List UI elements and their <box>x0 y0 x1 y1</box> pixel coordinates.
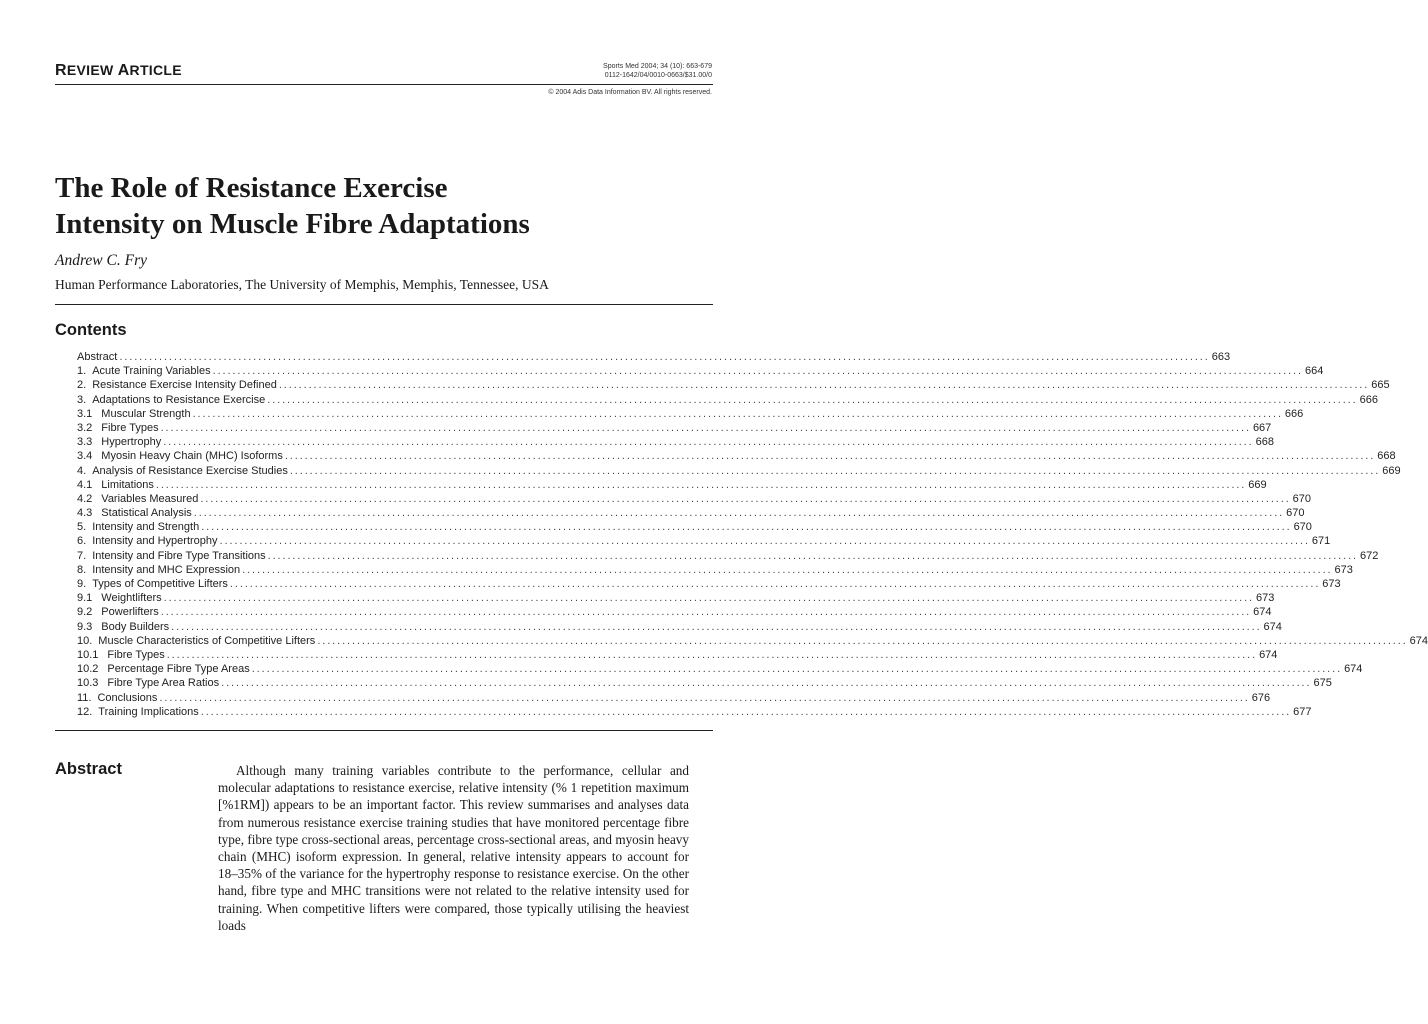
toc-entry-page: 674 <box>1253 606 1272 619</box>
toc-leader-dots: ............................................................................................................................................................................................................................ <box>267 393 1358 406</box>
toc-entry[interactable] <box>77 534 1331 548</box>
toc-leader-dots: ............................................................................................................................................................................................................................ <box>229 578 1321 590</box>
toc-entry-page: 667 <box>1252 421 1272 434</box>
toc-entry-page: 669 <box>1382 464 1401 477</box>
toc-entry-number: 9.1 <box>77 592 93 605</box>
toc-entry-label: Body Builders <box>101 620 170 633</box>
toc-entry-label: Powerlifters <box>101 606 159 619</box>
toc-entry-page: 666 <box>1359 393 1378 406</box>
toc-entry-number: 9. <box>77 578 87 590</box>
toc-entry-label: Types of Competitive Lifters <box>92 578 228 590</box>
toc-entry-number: 11. <box>77 691 92 704</box>
toc-leader-dots: ............................................................................................................................................................................................................................ <box>289 464 1381 477</box>
toc-entry-page: 673 <box>1334 563 1353 576</box>
toc-entry-number: 4.2 <box>77 492 93 505</box>
toc-entry-label: Hypertrophy <box>101 436 162 449</box>
toc-leader-dots: ............................................................................................................................................................................................................................ <box>160 606 1252 619</box>
table-of-contents <box>77 350 1428 719</box>
author-affiliation: Human Performance Laboratories, The University of Memphis, Memphis, Tennessee, USA <box>55 277 549 292</box>
toc-entry[interactable] <box>77 350 1231 364</box>
toc-entry-label: Percentage Fibre Type Areas <box>107 663 250 676</box>
toc-entry[interactable] <box>77 407 1304 421</box>
toc-entry-label: Intensity and Fibre Type Transitions <box>92 549 266 562</box>
toc-entry-number: 10.2 <box>77 663 99 676</box>
toc-leader-dots: ............................................................................................................................................................................................................................ <box>242 563 1333 576</box>
toc-entry-page: 666 <box>1284 407 1304 420</box>
toc-entry-label: Fibre Type Area Ratios <box>107 677 220 690</box>
toc-entry[interactable] <box>77 421 1272 435</box>
toc-entry-page: 669 <box>1248 478 1267 491</box>
toc-entry-label: Intensity and Strength <box>92 521 200 534</box>
citation-block <box>603 62 712 80</box>
article-type-rest: EVIEW <box>66 62 114 78</box>
toc-leader-dots: ............................................................................................................................................................................................................................ <box>163 436 1254 449</box>
toc-entry-page: 670 <box>1293 521 1312 534</box>
toc-leader-dots: ............................................................................................................................................................................................................................ <box>163 592 1254 605</box>
article-type-label <box>55 62 182 80</box>
title-line: Intensity on Muscle Fibre Adaptations <box>55 208 530 240</box>
toc-entry-label: Intensity and Hypertrophy <box>92 535 218 548</box>
toc-entry[interactable] <box>77 591 1275 605</box>
toc-entry[interactable] <box>77 393 1378 407</box>
toc-leader-dots: ............................................................................................................................................................................................................................ <box>219 535 1310 548</box>
toc-entry-page: 674 <box>1263 620 1282 633</box>
toc-entry[interactable] <box>77 478 1267 492</box>
toc-entry-number: 4.1 <box>77 478 93 491</box>
toc-entry[interactable] <box>77 691 1271 705</box>
toc-entry-number: 3.1 <box>77 407 93 420</box>
article-title <box>55 170 715 242</box>
toc-entry-number: 12. <box>77 705 93 718</box>
toc-entry-label: Variables Measured <box>101 492 199 505</box>
abstract-heading: Abstract <box>55 760 122 778</box>
toc-leader-dots: ............................................................................................................................................................................................................................ <box>284 450 1376 463</box>
toc-entry-label: Fibre Types <box>107 648 165 661</box>
toc-leader-dots: ............................................................................................................................................................................................................................ <box>159 691 1250 704</box>
toc-leader-dots: ............................................................................................................................................................................................................................ <box>251 663 1343 676</box>
toc-entry-number: 3.4 <box>77 450 93 463</box>
toc-leader-dots: ............................................................................................................................................................................................................................ <box>267 549 1358 562</box>
toc-entry[interactable] <box>77 364 1324 378</box>
toc-entry-number: 4.3 <box>77 507 93 520</box>
toc-entry-label: Fibre Types <box>101 421 159 434</box>
toc-entry-page: 676 <box>1251 691 1271 704</box>
toc-entry-page: 677 <box>1293 705 1312 718</box>
toc-entry[interactable] <box>77 520 1312 534</box>
toc-entry-label: Acute Training Variables <box>92 365 211 378</box>
author-name: Andrew C. Fry <box>55 252 147 269</box>
toc-entry[interactable] <box>77 549 1379 563</box>
toc-leader-dots: ............................................................................................................................................................................................................................ <box>221 677 1312 690</box>
toc-entry-number: 10.1 <box>77 648 99 661</box>
toc-entry[interactable] <box>77 605 1272 619</box>
toc-entry[interactable] <box>77 464 1401 478</box>
toc-entry-label: Adaptations to Resistance Exercise <box>92 393 266 406</box>
abstract-text: Although many training variables contribute to the performance, cellular and molecular adaptations to resistance exercise, relative intensity (% 1 repetition maximum [%1RM]) appears to be an important factor. This review summarises and analyses data from numerous resistance exercise training studies that have monitored percentage fibre type, fibre type cross-sectional areas, percentage cross-sectional areas, and myosin heavy chain (MHC) isoform expression. In general, relative intensity appears to account for 18–35% of the variance for the hypertrophy response to resistance exercise. On the other hand, fibre type and MHC transitions were not related to the relative intensity used for training. When competitive lifters were compared, those typically utilising the heaviest loads <box>218 763 689 933</box>
toc-leader-dots: ............................................................................................................................................................................................................................ <box>317 634 1408 647</box>
copyright-notice: © 2004 Adis Data Information BV. All rights reserved. <box>548 89 712 96</box>
toc-entry[interactable] <box>77 676 1332 690</box>
toc-leader-dots: ............................................................................................................................................................................................................................ <box>119 351 1210 363</box>
article-type-initial: R <box>55 62 67 79</box>
toc-entry-label: Resistance Exercise Intensity Defined <box>92 379 277 392</box>
toc-entry[interactable] <box>77 435 1274 449</box>
toc-leader-dots: ............................................................................................................................................................................................................................ <box>171 620 1262 633</box>
toc-entry-number: 3. <box>77 393 87 406</box>
toc-entry[interactable] <box>77 506 1305 520</box>
issn-line: 0112-1642/04/0010-0663/$31.00/0 <box>604 72 712 79</box>
contents-heading: Contents <box>55 321 127 339</box>
toc-entry-label: Conclusions <box>97 691 158 704</box>
toc-leader-dots: ............................................................................................................................................................................................................................ <box>200 705 1292 718</box>
toc-entry-page: 674 <box>1259 648 1278 661</box>
toc-leader-dots: ............................................................................................................................................................................................................................ <box>160 421 1251 434</box>
toc-entry-page: 671 <box>1311 535 1331 548</box>
toc-leader-dots: ............................................................................................................................................................................................................................ <box>192 407 1283 420</box>
toc-entry-page: 668 <box>1255 436 1274 449</box>
toc-entry-page: 674 <box>1344 663 1363 676</box>
toc-entry-number: 7. <box>77 549 87 562</box>
toc-entry-page: 670 <box>1286 507 1305 520</box>
header-rule <box>55 84 713 85</box>
toc-entry-label: Limitations <box>101 478 154 491</box>
toc-entry-page: 675 <box>1313 677 1332 690</box>
toc-entry[interactable] <box>77 563 1353 577</box>
toc-entry-number: 4. <box>77 464 87 477</box>
toc-entry-number: 3.2 <box>77 421 93 434</box>
toc-entry-label: Intensity and MHC Expression <box>92 563 241 576</box>
toc-leader-dots: ............................................................................................................................................................................................................................ <box>278 379 1370 392</box>
toc-leader-dots: ............................................................................................................................................................................................................................ <box>201 521 1292 534</box>
toc-entry-page: 665 <box>1371 379 1390 392</box>
toc-entry-number: 9.3 <box>77 620 93 633</box>
toc-entry[interactable] <box>77 705 1312 719</box>
toc-entry-label: Training Implications <box>98 705 199 718</box>
toc-entry-number: 3.3 <box>77 436 93 449</box>
toc-entry[interactable] <box>77 620 1282 634</box>
citation-line: Sports Med 2004; 34 (10): 663-679 <box>603 63 712 70</box>
toc-entry-number: 10. <box>77 634 93 647</box>
toc-entry[interactable] <box>77 648 1278 662</box>
toc-leader-dots: ............................................................................................................................................................................................................................ <box>155 478 1247 491</box>
toc-entry-number: 8. <box>77 563 87 576</box>
toc-entry-page: 663 <box>1211 351 1231 363</box>
toc-leader-dots: ............................................................................................................................................................................................................................ <box>200 492 1291 505</box>
toc-entry-label: Myosin Heavy Chain (MHC) Isoforms <box>101 450 283 463</box>
title-line: The Role of Resistance Exercise <box>55 172 448 204</box>
toc-entry-number: 10.3 <box>77 677 99 690</box>
toc-entry[interactable] <box>77 634 1428 648</box>
toc-entry-page: 673 <box>1255 592 1275 605</box>
toc-entry[interactable] <box>77 378 1390 392</box>
toc-entry-page: 664 <box>1304 365 1324 378</box>
article-type-initial: A <box>117 62 130 79</box>
toc-entry[interactable] <box>77 577 1341 591</box>
toc-entry-page: 670 <box>1292 492 1312 505</box>
article-type-rest: RTICLE <box>129 62 182 78</box>
toc-entry-page: 668 <box>1377 450 1396 463</box>
toc-entry-label: Statistical Analysis <box>101 507 192 520</box>
toc-entry-label: Abstract <box>77 351 118 363</box>
toc-entry-number: 9.2 <box>77 606 93 619</box>
toc-entry-number: 5. <box>77 521 87 534</box>
toc-entry-number: 1. <box>77 365 87 378</box>
toc-entry-number: 6. <box>77 535 87 548</box>
toc-entry-page: 672 <box>1360 549 1379 562</box>
toc-entry-page: 674 <box>1409 634 1428 647</box>
toc-entry[interactable] <box>77 492 1312 506</box>
toc-entry-page: 673 <box>1322 578 1341 590</box>
section-divider <box>55 304 713 305</box>
toc-entry-label: Muscular Strength <box>101 407 191 420</box>
toc-leader-dots: ............................................................................................................................................................................................................................ <box>166 648 1258 661</box>
toc-entry-number: 2. <box>77 379 87 392</box>
toc-leader-dots: ............................................................................................................................................................................................................................ <box>212 365 1303 378</box>
toc-entry-label: Analysis of Resistance Exercise Studies <box>92 464 288 477</box>
section-divider <box>55 730 713 731</box>
toc-entry[interactable] <box>77 449 1396 463</box>
toc-entry-label: Muscle Characteristics of Competitive Lifters <box>98 634 316 647</box>
toc-entry[interactable] <box>77 662 1363 676</box>
toc-leader-dots: ............................................................................................................................................................................................................................ <box>193 507 1285 520</box>
toc-entry-label: Weightlifters <box>101 592 162 605</box>
